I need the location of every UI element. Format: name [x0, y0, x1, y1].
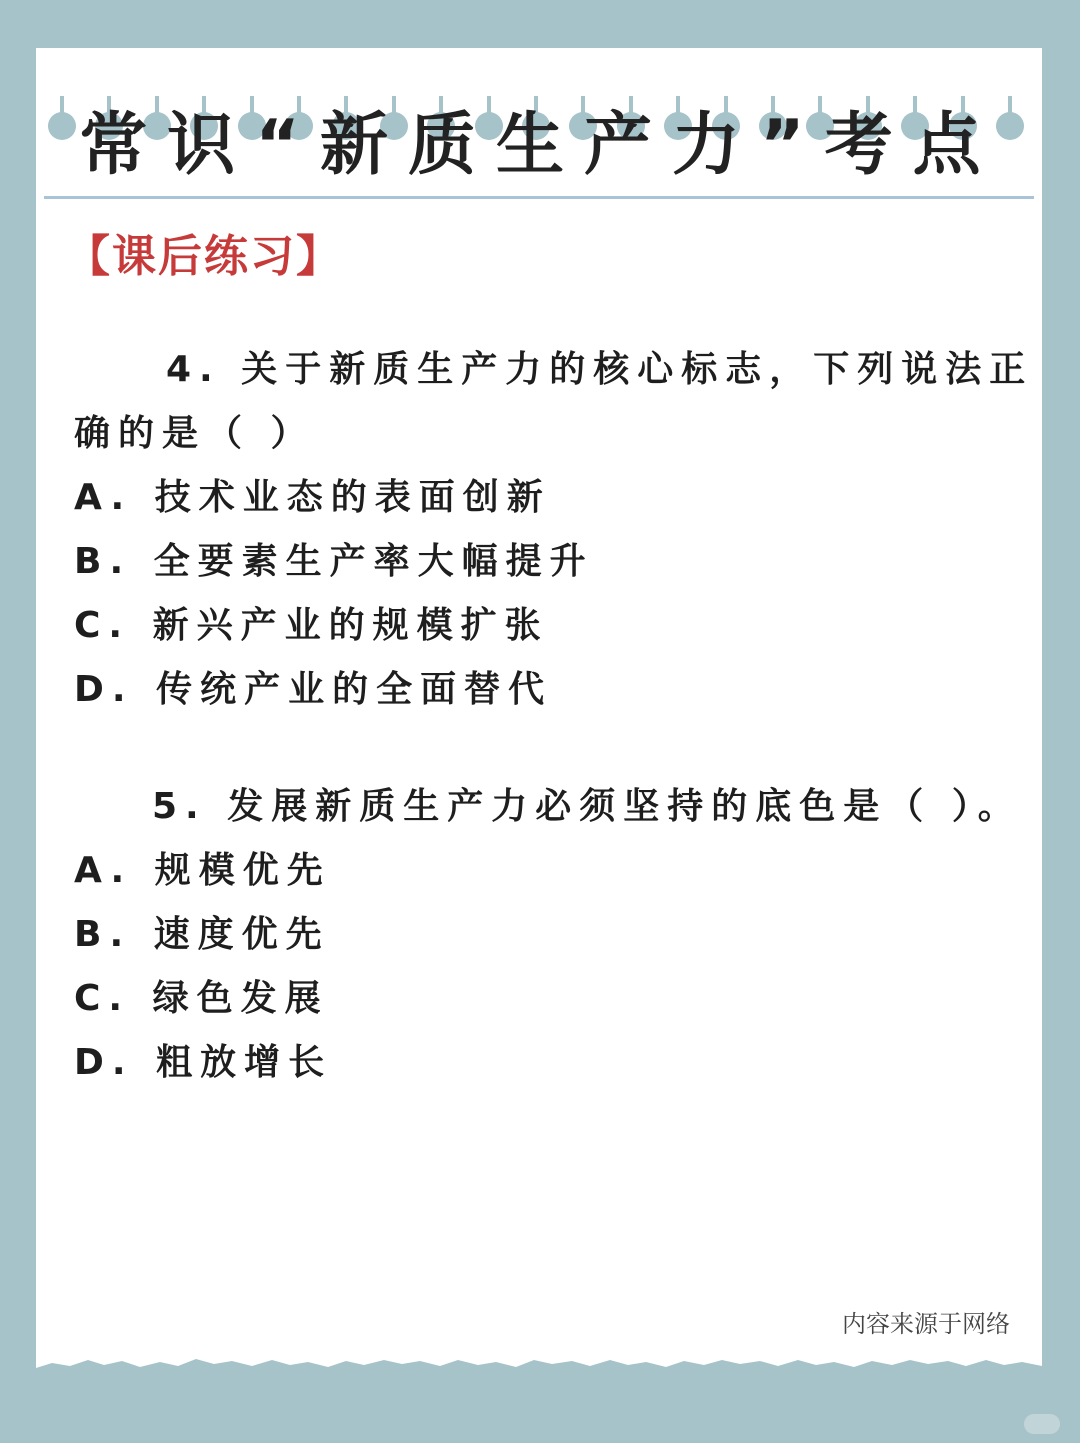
torn-paper-edge	[0, 1330, 1080, 1443]
option-text: 全要素生产率大幅提升	[153, 541, 594, 582]
page-title: 常识“新质生产力”考点	[79, 106, 1001, 185]
option-c[interactable]	[74, 967, 1024, 1031]
question-stem: 4. 关于新质生产力的核心标志，下列说法正	[166, 349, 1034, 390]
option-a[interactable]	[74, 466, 1024, 530]
option-text: 粗放增长	[156, 1042, 333, 1083]
option-b[interactable]	[74, 530, 1024, 594]
option-text: 速度优先	[153, 914, 330, 955]
option-d[interactable]	[74, 658, 1024, 722]
source-note: 内容来源于网络	[842, 1310, 1010, 1338]
option-text: 新兴产业的规模扩张	[152, 605, 549, 646]
section-heading: 【课后练习】	[66, 231, 342, 282]
corner-badge	[1024, 1414, 1060, 1434]
title-divider	[44, 196, 1034, 199]
option-text: 技术业态的表面创新	[154, 477, 551, 518]
question-4	[74, 338, 1034, 722]
option-letter: B.	[74, 914, 132, 955]
option-d[interactable]	[74, 1031, 1024, 1095]
option-letter: B.	[74, 541, 132, 582]
option-text: 规模优先	[154, 850, 331, 891]
question-stem-continued: 确的是（ ）	[74, 413, 315, 454]
option-letter: C.	[74, 605, 131, 646]
option-text: 绿色发展	[152, 978, 329, 1019]
option-text: 传统产业的全面替代	[156, 669, 553, 710]
option-letter: C.	[74, 978, 131, 1019]
option-b[interactable]	[74, 903, 1024, 967]
question-5	[74, 775, 1024, 1095]
option-letter: D.	[74, 1042, 134, 1083]
option-letter: D.	[74, 669, 134, 710]
option-a[interactable]	[74, 839, 1024, 903]
option-c[interactable]	[74, 594, 1024, 658]
option-letter: A.	[74, 850, 133, 891]
option-letter: A.	[74, 477, 133, 518]
question-stem: 5. 发展新质生产力必须坚持的底色是（ ）。	[152, 786, 1022, 827]
